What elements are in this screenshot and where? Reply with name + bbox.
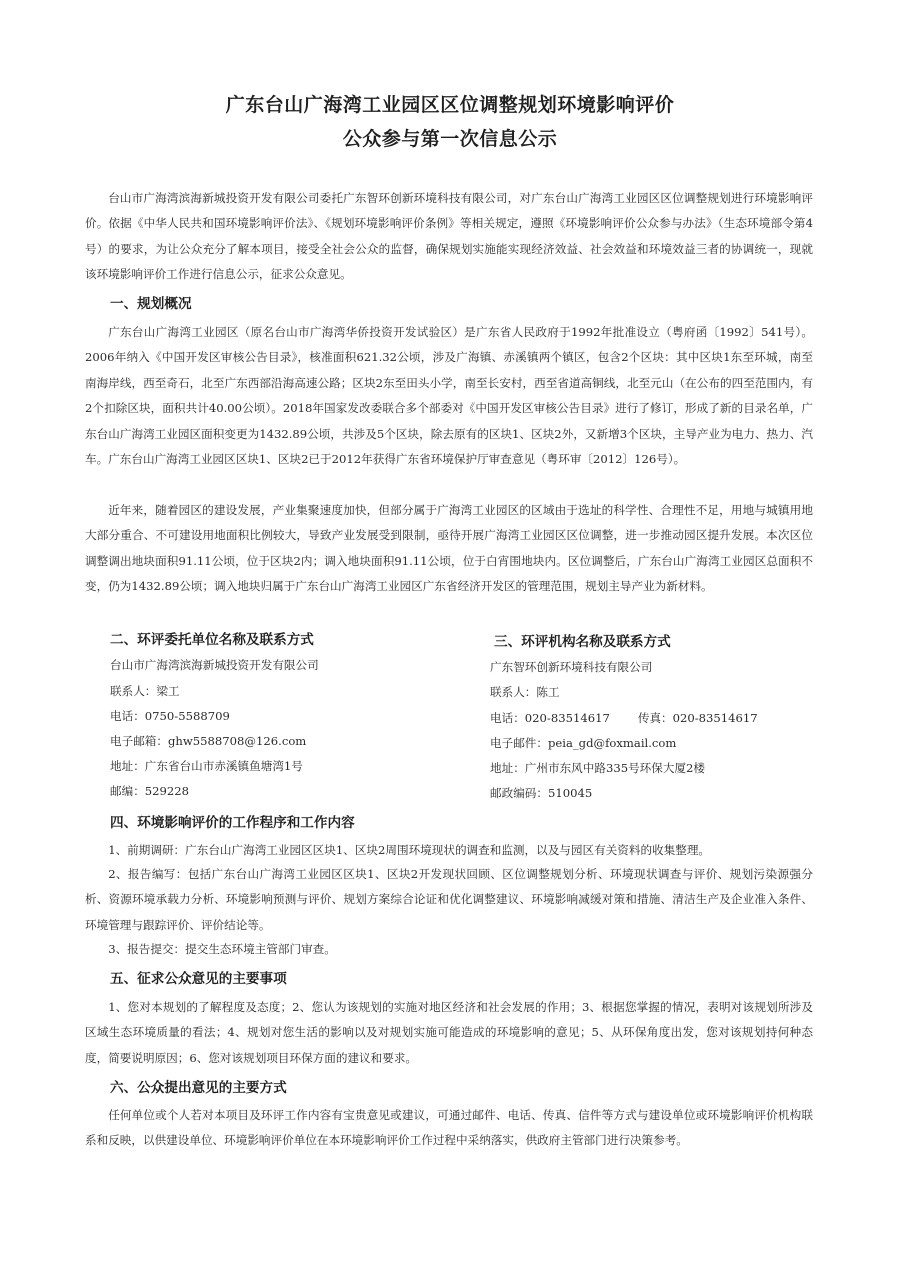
- section-5-heading: 五、征求公众意见的主要事项: [110, 971, 287, 987]
- client-company: 台山市广海湾滨海新城投资开发有限公司: [110, 658, 319, 672]
- client-email: 电子邮箱：ghw5588708@126.com: [110, 734, 307, 748]
- section-4-item-1: 1、前期调研：广东台山广海湾工业园区区块1、区块2周围环境现状的调查和监测，以及与园区有关资料的收集整理。: [108, 843, 711, 857]
- client-phone: 电话：0750-5588709: [110, 709, 230, 723]
- section-1-heading: 一、规划概况: [110, 296, 192, 312]
- agency-phone-fax: [490, 710, 758, 726]
- agency-company: 广东智环创新环境科技有限公司: [490, 660, 653, 674]
- client-postcode: 邮编：529228: [110, 784, 190, 798]
- intro-paragraph: 台山市广海湾滨海新城投资开发有限公司委托广东智环创新环境科技有限公司，对广东台山广海湾工业园区区位调整规划进行环境影响评价。依据《中华人民共和国环境影响评价法》、《规划环境影响评价条例》等相关规定，遵照《环境影响评价公众参与办法》（生态环境部令第4号）的要求，为让公众充分了解本项目，接受全社会公众的监督，确保规划实施能实现经济效益、社会效益和环境效益三者的协调统一，现就该环境影响评价工作进行信息公示，征求公众意见。: [85, 191, 813, 282]
- section-4-heading: 四、环境影响评价的工作程序和工作内容: [110, 815, 355, 831]
- section-6-heading: 六、公众提出意见的主要方式: [110, 1080, 287, 1096]
- agency-fax: 传真：020-83514617: [637, 711, 758, 725]
- section-2-heading: 二、环评委托单位名称及联系方式: [110, 632, 314, 648]
- section-1-paragraph-2: 近年来，随着园区的建设发展，产业集聚速度加快，但部分属于广海湾工业园区的区域由于选址的科学性、合理性不足，用地与城镇用地大部分重合、不可建设用地面积比例较大，导致产业发展受到限制，亟待开展广海湾工业园区区位调整，进一步推动园区提升发展。本次区位调整调出地块面积91.11公顷，位于区块2内；调入地块面积91.11公顷，位于白宵围地块内。区位调整后，广东台山广海湾工业园区总面积不变，仍为1432.89公顷；调入地块归属于广东台山广海湾工业园区广东省经济开发区的管理范围，规划主导产业为新材料。: [85, 503, 813, 594]
- agency-postcode: 邮政编码：510045: [490, 786, 593, 800]
- section-6-paragraph: 任何单位或个人若对本项目及环评工作内容有宝贵意见或建议，可通过邮件、电话、传真、信件等方式与建设单位或环境影响评价机构联系和反映，以供建设单位、环境影响评价单位在本环境影响评价工作过程中采纳落实，供政府主管部门进行决策参考。: [85, 1108, 813, 1148]
- section-4-item-2: 2、报告编写：包括广东台山广海湾工业园区区块1、区块2开发现状回顾、区位调整规划分析、环境现状调查与评价、规划污染源强分析、资源环境承载力分析、环境影响预测与评价、规划方案综合论证和优化调整建议、环境影响减缓对策和措施、清洁生产及企业准入条件、环境管理与跟踪评价、评价结论等。: [85, 867, 813, 932]
- section-5-paragraph: 1、您对本规划的了解程度及态度；2、您认为该规划的实施对地区经济和社会发展的作用；3、根据您掌握的情况，表明对该规划所涉及区域生态环境质量的看法；4、规划对您生活的影响以及对规划实施可能造成的环境影响的意见；5、从环保角度出发，您对该规划持何种态度，简要说明原因；6、您对该规划项目环保方面的建议和要求。: [85, 1000, 813, 1065]
- agency-contact: 联系人：陈工: [490, 685, 560, 699]
- document-subtitle: 公众参与第一次信息公示: [342, 128, 558, 150]
- section-3-heading: 三、环评机构名称及联系方式: [494, 634, 671, 650]
- client-contact: 联系人：梁工: [110, 684, 180, 698]
- client-address: 地址：广东省台山市赤溪镇鱼塘湾1号: [110, 759, 303, 773]
- agency-address: 地址：广州市东风中路335号环保大厦2楼: [490, 761, 706, 775]
- section-1-paragraph-1: 广东台山广海湾工业园区（原名台山市广海湾华侨投资开发试验区）是广东省人民政府于1992年批准设立（粤府函〔1992〕541号）。2006年纳入《中国开发区审核公告目录》，核准面积621.32公顷，涉及广海镇、赤溪镇两个镇区，包含2个区块：其中区块1东至环城，南至南海岸线，西至奇石，北至广东西部沿海高速公路；区块2东至田头小学，南至长安村，西至省道高铜线，北至元山（在公布的四至范围内，有2个扣除区块，面积共计40.00公顷）。2018年国家发改委联合多个部委对《中国开发区审核公告目录》进行了修订，形成了新的目录名单，广东台山广海湾工业园区面积变更为1432.89公顷，共涉及5个区块，除去原有的区块1、区块2外，又新增3个区块，主导产业为电力、热力、汽车。广东台山广海湾工业园区区块1、区块2已于2012年获得广东省环境保护厅审查意见（粤环审〔2012〕126号）。: [85, 325, 813, 467]
- agency-email: 电子邮件：peia_gd@foxmail.com: [490, 736, 677, 750]
- document-title: 广东台山广海湾工业园区区位调整规划环境影响评价: [225, 94, 675, 116]
- agency-phone: 电话：020-83514617: [490, 711, 610, 725]
- section-4-item-3: 3、报告提交：提交生态环境主管部门审查。: [108, 942, 336, 956]
